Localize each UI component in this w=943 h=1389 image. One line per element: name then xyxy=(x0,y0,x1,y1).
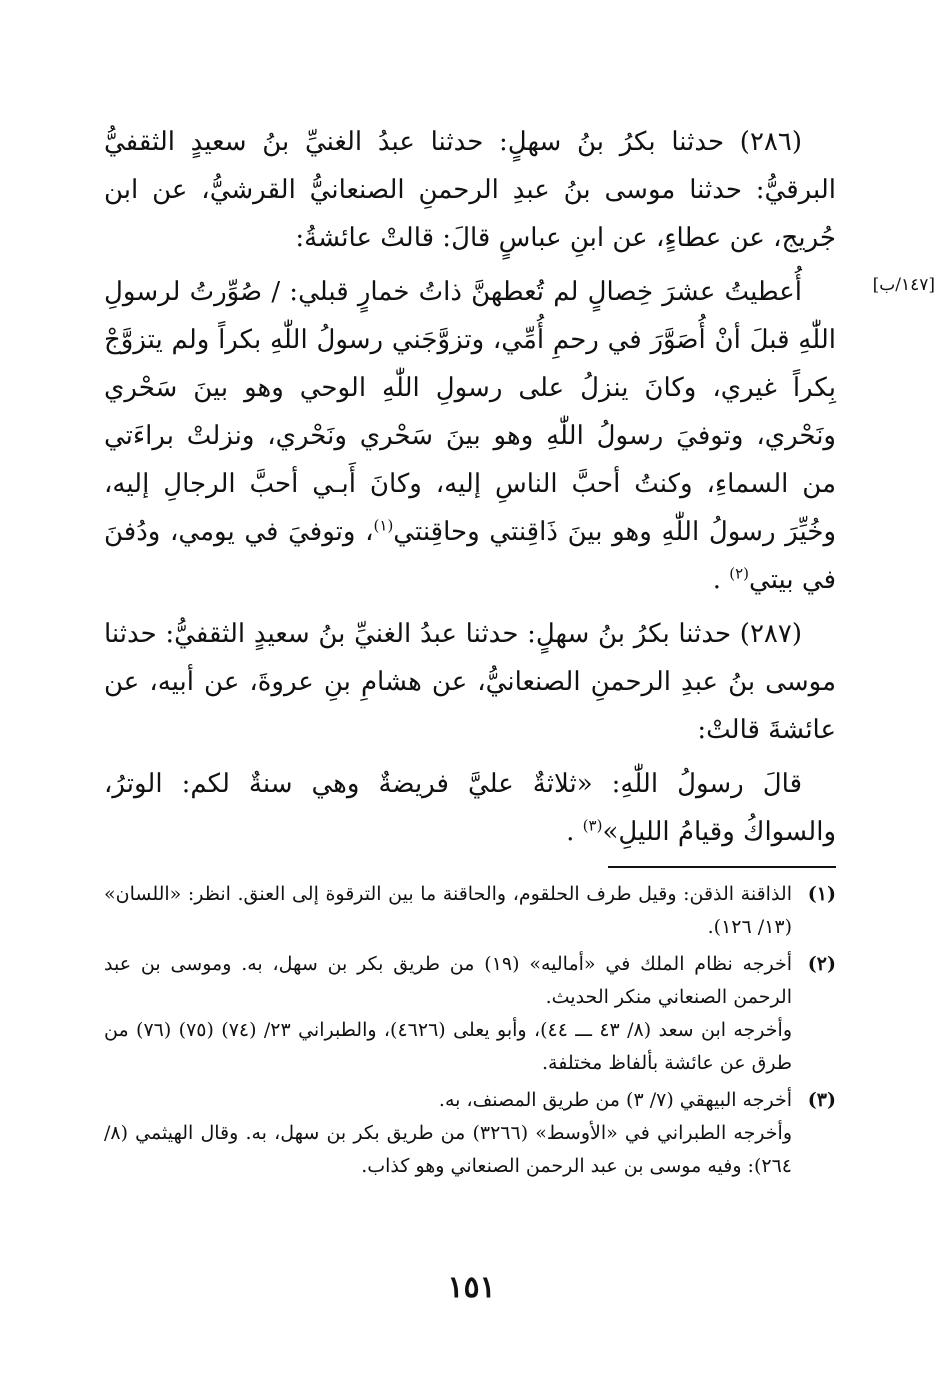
footnote-divider xyxy=(608,866,836,868)
footnote-text: أخرجه البيهقي (٧/ ٣) من طريق المصنف، به. xyxy=(438,1089,792,1111)
footnote-text: وأخرجه ابن سعد (٨/ ٤٣ ـــ ٤٤)، وأبو يعلى (٤٦٢٦)، والطبراني ٢٣/ (٧٤) (٧٥) (٧٦) من طرق عن عائشة بألفاظ مختلفة. xyxy=(104,1019,792,1074)
footnote-ref-1[interactable]: (١) xyxy=(373,516,394,535)
footnote-text: وأخرجه الطبراني في «الأوسط» (٣٢٦٦) من طريق بكر بن سهل، به. وقال الهيثمي (٨/ ٢٦٤): وفيه موسى بن عبد الرحمن الصنعاني وهو كذاب. xyxy=(104,1122,792,1177)
footnote-ref-3[interactable]: (٣) xyxy=(582,816,603,835)
page-number: ١٥١ xyxy=(447,1270,496,1305)
footnote-ref-2[interactable]: (٢) xyxy=(729,564,750,583)
hadith-286-matn: أُعطيتُ عشرَ خِصالٍ لم تُعطهنَّ ذاتُ خمارٍ قبلي: / صُوِّرتُ لرسولِ اللّٰهِ قبلَ أنْ أُصَوَّرَ في رحمِ أُمِّي، وتزوَّجَني رسولُ اللّٰهِ بكراً ولم يتزوَّجْ بِكراً غيري، وكانَ ينزلُ على رسولِ اللّٰهِ الوحي وهو بينَ سَحْري ونَحْري، وتوفيَ رسولُ اللّٰهِ وهو بينَ سَحْري ونَحْري، ونزلتْ براءَتي من السماءِ، وكنتُ أحبَّ الناسِ إليه، وكانَ أَبـي أحبَّ الرجالِ إليه، وخُيِّرَ رسولُ اللّٰهِ وهو بينَ ذَاقِنتي وحاقِنتي$^{(١)}$، وتوفيَ في يومي، ودُفنَ في بيتي$^{(٢)}$ . xyxy=(104,277,836,595)
footnote-1 xyxy=(104,878,836,944)
footnote-3 xyxy=(104,1084,836,1183)
footnotes xyxy=(104,878,836,1187)
footnote-number: (١) xyxy=(807,883,836,905)
hadith-287-isnad: (٢٨٧) حدثنا بكرُ بنُ سهلٍ: حدثنا عبدُ الغنيِّ بنُ سعيدٍ الثقفيُّ: حدثنا موسى بنُ عبدِ الرحمنِ الصنعانيُّ، عن هشامِ بنِ عروةَ، عن أبيه، عن عائشةَ قالتْ: xyxy=(104,619,836,745)
footnote-number: (٢) xyxy=(807,953,836,975)
hadith-287-matn: قالَ رسولُ اللّٰهِ: «ثلاثةٌ عليَّ فريضةٌ وهي سنةٌ لكم: الوترُ، والسواكُ وقيامُ الليلِ»$^{(٣)}$ . xyxy=(104,769,836,847)
manuscript-page-marker: [١٤٧/ب] xyxy=(872,275,935,295)
footnote-text: الذاقنة الذقن: وقيل طرف الحلقوم، والحاقنة ما بين الترقوة إلى العنق. انظر: «اللسان» (١٣/ ١٢٦). xyxy=(104,883,792,938)
footnote-text: أخرجه نظام الملك في «أماليه» (١٩) من طريق بكر بن سهل، به. وموسى بن عبد الرحمن الصنعاني منكر الحديث. xyxy=(104,953,792,1008)
hadith-286-isnad: (٢٨٦) حدثنا بكرُ بنُ سهلٍ: حدثنا عبدُ الغنيِّ بنُ سعيدٍ الثقفيُّ البرقيُّ: حدثنا موسى بنُ عبدِ الرحمنِ الصنعانيُّ القرشيُّ، عن ابن جُريج، عن عطاءٍ، عن ابنِ عباسٍ قالَ: قالتْ عائشةُ: xyxy=(104,127,836,253)
footnote-number: (٣) xyxy=(807,1089,836,1111)
main-text xyxy=(104,118,836,862)
footnote-2 xyxy=(104,948,836,1080)
